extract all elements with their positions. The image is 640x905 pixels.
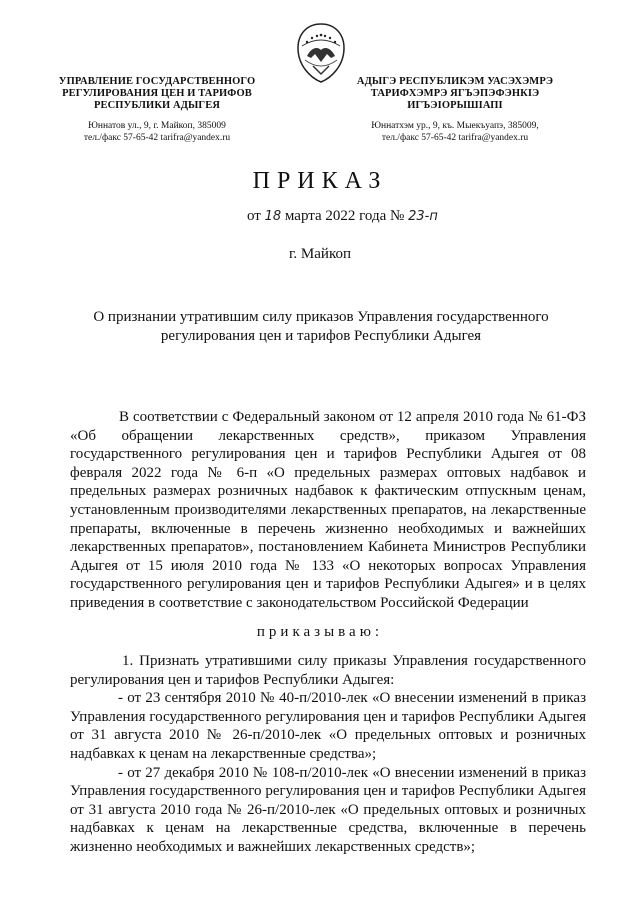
order-subitem-2: - от 27 декабря 2010 № 108-п/2010-лек «О внесении изменений в приказ Управления государственного регулирования цен и тарифов Республики Адыгея от 31 августа 2010 года № 26-п/2010-лек «О предельных оптовых и розничных надбавках к ценам на лекарственные средства, включенные в перечень жизненно необходимых и важнейших лекарственных средств»; — [70, 764, 586, 855]
issuer-name-line: ТАРИФХЭМРЭ ЯГЪЭПЭФЭНКІЭ — [370, 88, 540, 99]
issuer-name-line: РЕСПУБЛИКИ АДЫГЕЯ — [93, 100, 221, 111]
handwritten-number: 23-п — [408, 209, 438, 224]
address-line: Юннатхэм ур., 9, къ. Мыекъуапэ, 385009, — [371, 121, 539, 131]
issuer-name-line: АДЫГЭ РЕСПУБЛИКЭМ УАСЭХЭМРЭ — [356, 76, 554, 87]
republic-emblem-icon — [293, 22, 349, 84]
contacts-line: тел./факс 57-65-42 tarifra@yandex.ru — [83, 133, 231, 143]
date-number-line — [247, 208, 438, 225]
address-line: Юннатов ул., 9, г. Майкоп, 385009 — [88, 121, 226, 131]
city: г. Майкоп — [288, 246, 352, 262]
date-rest: марта 2022 года № — [284, 208, 405, 224]
preamble — [70, 408, 586, 613]
document-title: ПРИКАЗ — [252, 168, 388, 194]
issuer-name-adyghe — [345, 76, 565, 112]
issuer-name-line: РЕГУЛИРОВАНИЯ ЦЕН И ТАРИФОВ — [62, 88, 252, 99]
issuer-address-russian — [52, 120, 262, 144]
issuer-header-adyghe — [345, 76, 565, 144]
order-word: приказываю: — [256, 624, 384, 640]
issuer-header-russian — [52, 76, 262, 144]
date-prefix: от — [247, 208, 261, 224]
preamble-paragraph: В соответствии с Федеральный законом от 12 апреля 2010 года № 61-ФЗ «Об обращении лекарственных средств», приказом Управления государственного регулирования цен и тарифов Республики Адыгея от 08 февраля 2022 года № 6-п «О предельных размерах оптовых надбавок и предельных размерах розничных надбавок к фактическим отпускным ценам, установленным производителями лекарственных препаратов, на лекарственные препараты, включенные в перечень жизненно необходимых и важнейших лекарственных препаратов», постановлением Кабинета Министров Республики Адыгея от 15 июля 2010 года № 133 «О некоторых вопросах Управления государственного регулирования цен и тарифов Республики Адыгея» и в целях приведения в соответствие с законодательством Российской Федерации — [70, 409, 586, 611]
issuer-name-line: УПРАВЛЕНИЕ ГОСУДАРСТВЕННОГО — [58, 76, 256, 87]
contacts-line: тел./факс 57-65-42 tarifra@yandex.ru — [381, 133, 529, 143]
order-subitem-1: - от 23 сентября 2010 № 40-п/2010-лек «О внесении изменений в приказ Управления государственного регулирования цен и тарифов Республики Адыгея от 31 августа 2010 № 26-п/2010-лек «О предельных оптовых и розничных надбавках к ценам на лекарственные средства»; — [70, 690, 586, 762]
document-subject: О признании утратившим силу приказов Управления государственного регулирования цен и тарифов Республики Адыгея — [93, 309, 549, 344]
order-item-1: 1. Признать утратившими силу приказы Управления государственного регулирования цен и тарифов Республики Адыгея: — [70, 653, 586, 688]
issuer-address-adyghe — [345, 120, 565, 144]
issuer-name-line: ИГЪЭІОРЫШІАПІ — [407, 100, 503, 111]
issuer-name-russian — [52, 76, 262, 112]
handwritten-day: 18 — [264, 209, 282, 224]
order-items — [70, 652, 586, 857]
